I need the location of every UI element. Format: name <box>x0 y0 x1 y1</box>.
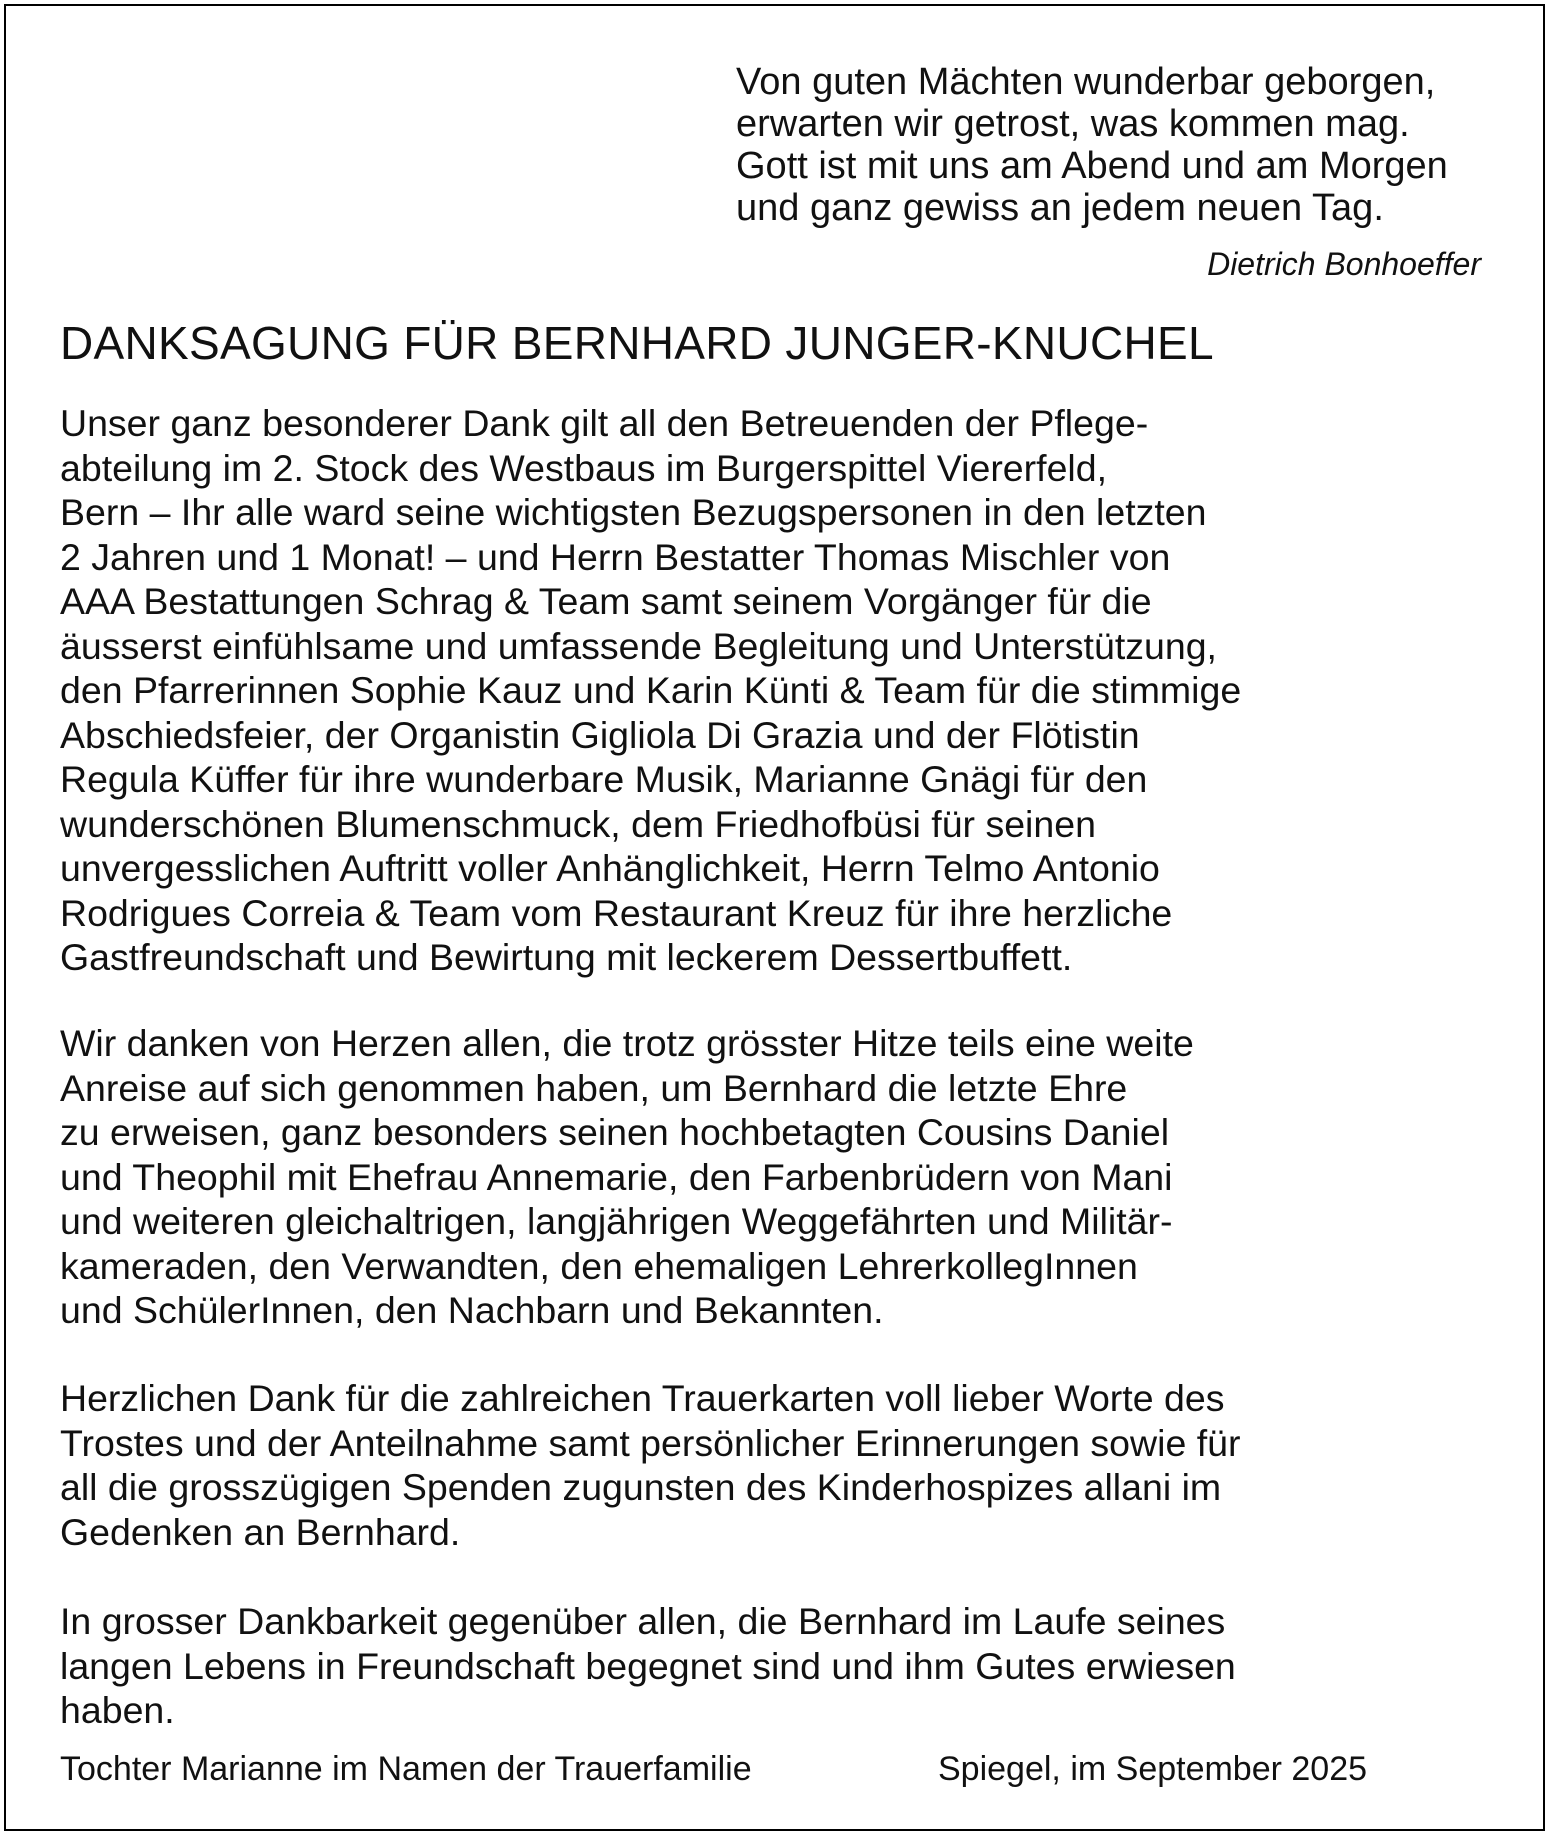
text-line: Bern – Ihr alle ward seine wichtigsten Bezugspersonen in den letzten <box>60 491 1207 533</box>
text-line: Unser ganz besonderer Dank gilt all den Betreuenden der Pflege- <box>60 402 1149 444</box>
paragraph-thanks-care <box>60 401 1520 980</box>
text-line: AAA Bestattungen Schrag & Team samt seinem Vorgänger für die <box>60 580 1152 622</box>
text-line: haben. <box>60 1689 175 1731</box>
text-line: Regula Küffer für ihre wunderbare Musik, Marianne Gnägi für den <box>60 758 1148 800</box>
text-line: kameraden, den Verwandten, den ehemaligen LehrerkollegInnen <box>60 1244 1138 1287</box>
text-line: äusserst einfühlsame und umfassende Begleitung und Unterstützung, <box>60 624 1217 667</box>
text-line: den Pfarrerinnen Sophie Kauz und Karin Künti & Team für die stimmige <box>60 669 1242 711</box>
text-line: wunderschönen Blumenschmuck, dem Friedhofbüsi für seinen <box>60 802 1096 845</box>
text-line: all die grosszügigen Spenden zugunsten des Kinderhospizes allani im <box>60 1466 1222 1508</box>
notice-title: DANKSAGUNG FÜR BERNHARD JUNGER-KNUCHEL <box>60 317 1214 369</box>
text-line: langen Lebens in Freundschaft begegnet sind und ihm Gutes erwiesen <box>60 1644 1236 1687</box>
text-line: und SchülerInnen, den Nachbarn und Bekannten. <box>60 1289 884 1331</box>
text-line: 2 Jahren und 1 Monat! – und Herrn Bestatter Thomas Mischler von <box>60 535 1171 578</box>
text-line: Rodrigues Correia & Team vom Restaurant Kreuz für ihre herzliche <box>60 891 1173 934</box>
text-line: und weiteren gleichaltrigen, langjährigen Weggefährten und Militär- <box>60 1200 1173 1242</box>
poem-line: erwarten wir getrost, was kommen mag. <box>736 103 1410 145</box>
text-line: Gastfreundschaft und Bewirtung mit leckerem Dessertbuffett. <box>60 936 1073 978</box>
poem-line: und ganz gewiss an jedem neuen Tag. <box>736 187 1384 229</box>
poem-line: Von guten Mächten wunderbar geborgen, <box>736 61 1436 103</box>
text-line: Trostes und der Anteilnahme samt persönlicher Erinnerungen sowie für <box>60 1421 1241 1464</box>
text-line: zu erweisen, ganz besonders seinen hochbetagten Cousins Daniel <box>60 1111 1170 1153</box>
signature: Tochter Marianne im Namen der Trauerfamilie <box>60 1750 752 1788</box>
text-line: Wir danken von Herzen allen, die trotz grösster Hitze teils eine weite <box>60 1022 1194 1064</box>
notice-frame <box>4 4 1545 1831</box>
poem-quote <box>736 61 1526 229</box>
text-line: Gedenken an Bernhard. <box>60 1510 461 1553</box>
paragraph-gratitude <box>60 1599 1520 1733</box>
paragraph-thanks-cards <box>60 1376 1520 1554</box>
text-line: und Theophil mit Ehefrau Annemarie, den Farbenbrüdern von Mani <box>60 1155 1173 1198</box>
poem-line: Gott ist mit uns am Abend und am Morgen <box>736 145 1448 187</box>
place-date: Spiegel, im September 2025 <box>938 1750 1368 1788</box>
text-line: In grosser Dankbarkeit gegenüber allen, die Bernhard im Laufe seines <box>60 1600 1226 1642</box>
text-line: abteilung im 2. Stock des Westbaus im Burgerspittel Viererfeld, <box>60 446 1108 489</box>
text-line: Herzlichen Dank für die zahlreichen Trauerkarten voll lieber Worte des <box>60 1377 1225 1419</box>
text-line: Abschiedsfeier, der Organistin Gigliola Di Grazia und der Flötistin <box>60 713 1140 756</box>
poem-author: Dietrich Bonhoeffer <box>1207 246 1481 282</box>
paragraph-thanks-attendees <box>60 1021 1520 1333</box>
text-line: unvergesslichen Auftritt voller Anhänglichkeit, Herrn Telmo Antonio <box>60 847 1160 889</box>
text-line: Anreise auf sich genommen haben, um Bernhard die letzte Ehre <box>60 1066 1128 1109</box>
